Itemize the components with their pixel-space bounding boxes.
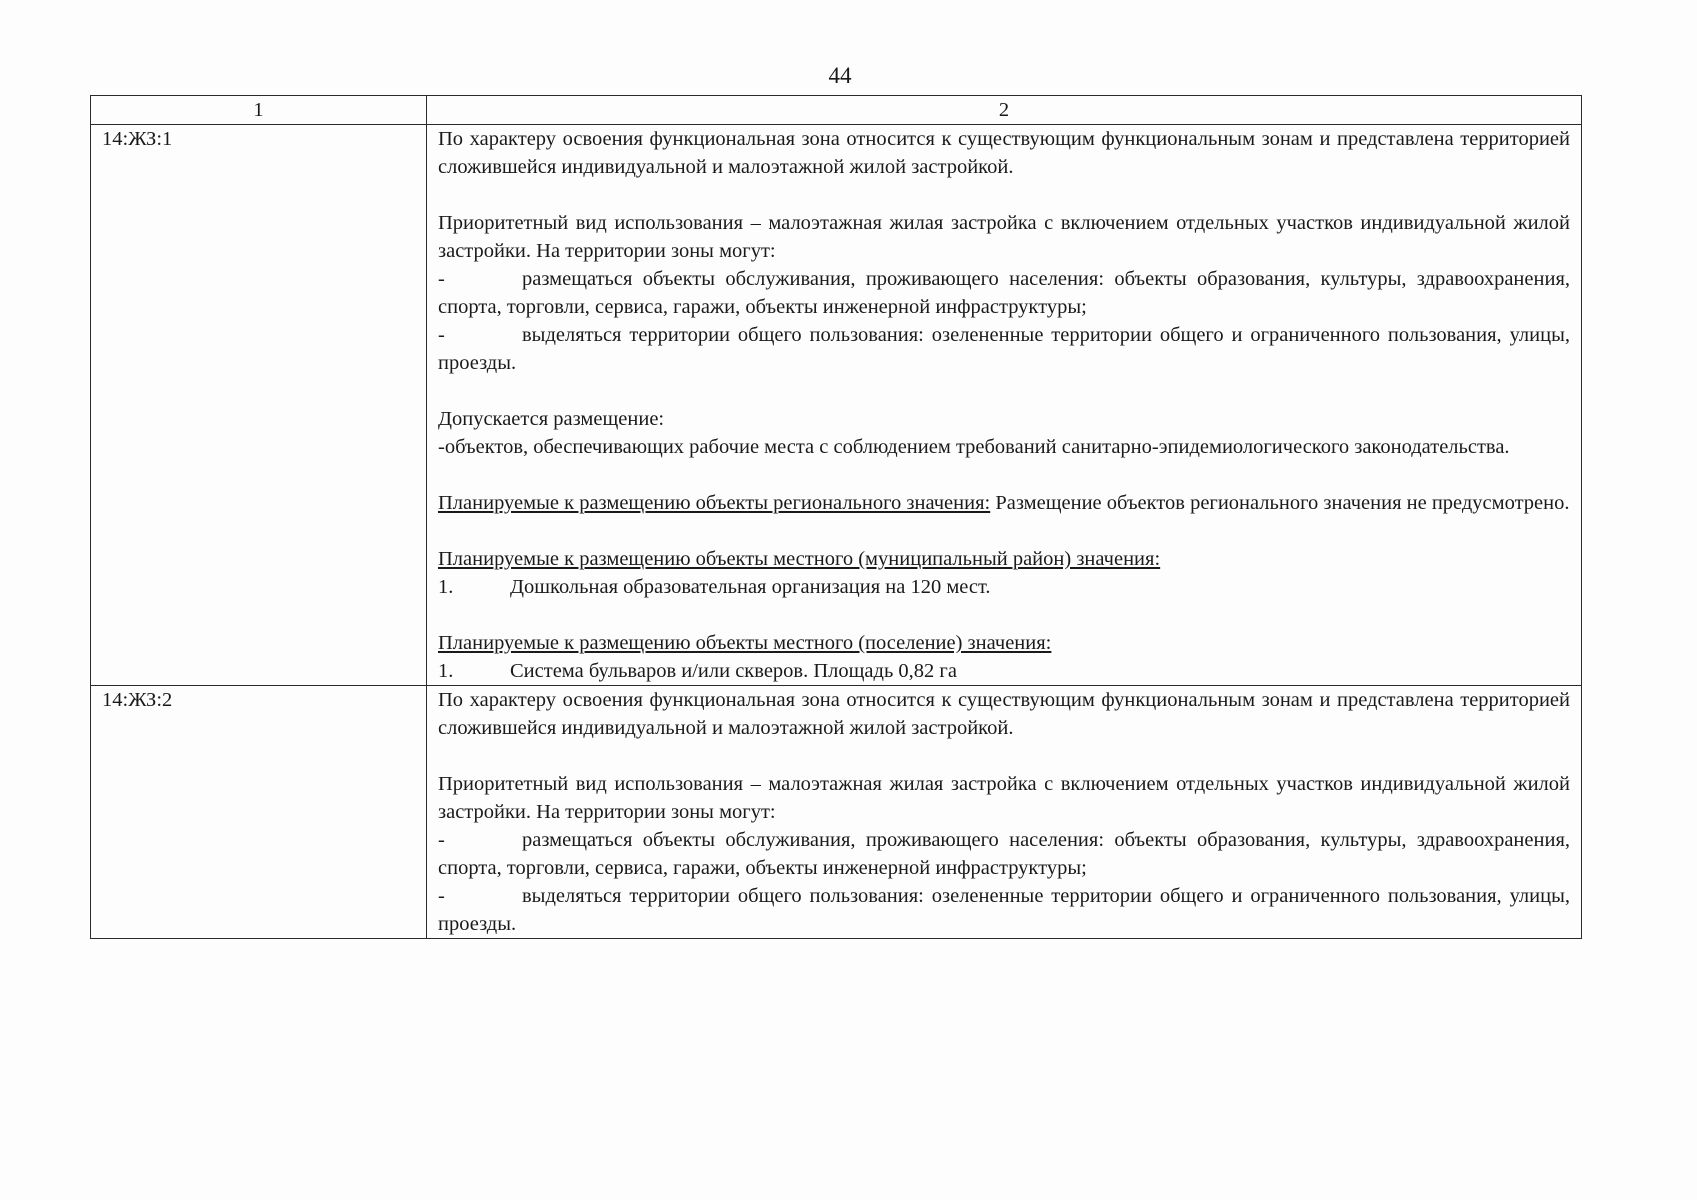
bullet-dash: -	[438, 885, 445, 907]
list-item: - выделяться территории общего пользования: озелененные территории общего и ограниченного пользования, улицы, проезды.	[438, 882, 1570, 938]
regional-text: Размещение объектов регионального значения не предусмотрено.	[990, 492, 1570, 514]
priority-use: Приоритетный вид использования – малоэтажная жилая застройка с включением отдельных участков индивидуальной жилой застройки. На территории зоны могут:	[438, 212, 1570, 262]
column-header-1: 1	[91, 96, 427, 125]
zone-code: 14:ЖЗ:1	[91, 125, 427, 686]
zones-table	[90, 95, 1582, 939]
list-item: - размещаться объекты обслуживания, проживающего населения: объекты образования, культуры, здравоохранения, спорта, торговли, сервиса, гаражи, объекты инженерной инфраструктуры;	[438, 826, 1570, 882]
table-row	[91, 125, 1582, 686]
regional-title: Планируемые к размещению объекты регионального значения:	[438, 492, 991, 514]
list-item: -объектов, обеспечивающих рабочие места с соблюдением требований санитарно-эпидемиологического законодательства.	[438, 436, 1510, 458]
municipal-title: Планируемые к размещению объекты местного (муниципальный район) значения:	[438, 548, 1161, 570]
regional-objects	[438, 489, 1570, 517]
allowed-title: Допускается размещение:	[438, 408, 665, 430]
column-header-2: 2	[427, 96, 1582, 125]
zone-intro: По характеру освоения функциональная зона относится к существующим функциональным зонам и представлена территорией сложившейся индивидуальной и малоэтажной жилой застройкой.	[438, 689, 1570, 739]
list-item: 1. Дошкольная образовательная организация на 120 мест.	[438, 576, 991, 598]
list-item: - размещаться объекты обслуживания, проживающего населения: объекты образования, культуры, здравоохранения, спорта, торговли, сервиса, гаражи, объекты инженерной инфраструктуры;	[438, 265, 1570, 321]
zone-code: 14:ЖЗ:2	[91, 686, 427, 939]
bullet-dash: -	[438, 324, 445, 346]
list-item: 1. Система бульваров и/или скверов. Площадь 0,82 га	[438, 660, 957, 682]
bullet-dash: -	[438, 829, 445, 851]
bullet-dash: -	[438, 268, 445, 290]
page-number: 44	[828, 63, 852, 88]
zone-description	[427, 125, 1582, 686]
zone-description	[427, 686, 1582, 939]
bullet-dash: -	[438, 436, 445, 458]
table-row	[91, 686, 1582, 939]
priority-use: Приоритетный вид использования – малоэтажная жилая застройка с включением отдельных участков индивидуальной жилой застройки. На территории зоны могут:	[438, 773, 1570, 823]
list-item: - выделяться территории общего пользования: озелененные территории общего и ограниченного пользования, улицы, проезды.	[438, 321, 1570, 377]
settlement-title: Планируемые к размещению объекты местного (поселение) значения:	[438, 632, 1052, 654]
table-header-row	[91, 96, 1582, 125]
zone-intro: По характеру освоения функциональная зона относится к существующим функциональным зонам и представлена территорией сложившейся индивидуальной и малоэтажной жилой застройкой.	[438, 128, 1570, 178]
